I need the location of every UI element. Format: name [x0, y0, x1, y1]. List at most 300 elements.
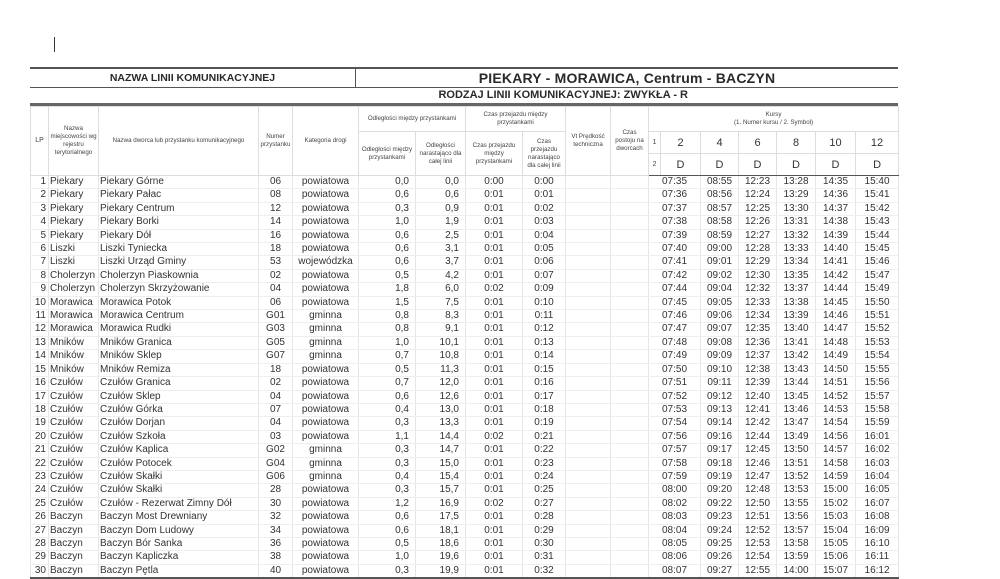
road-category: wojewódzka [293, 256, 359, 269]
road-category: powiatowa [293, 537, 359, 550]
time-cumulative: 0:17 [523, 390, 566, 403]
stop-number: G05 [259, 336, 293, 349]
departure-time: 07:58 [649, 457, 701, 470]
distance-between: 0,6 [359, 189, 416, 202]
table-row [31, 444, 899, 457]
departure-time: 14:00 [777, 564, 816, 578]
locality: Czułów [49, 417, 99, 430]
time-cumulative: 0:19 [523, 417, 566, 430]
stop-number: G04 [259, 457, 293, 470]
departure-time: 08:57 [701, 202, 739, 215]
stop-name: Piekary Borki [99, 216, 259, 229]
departure-time: 14:49 [816, 350, 856, 363]
table-row [31, 497, 899, 510]
time-cumulative: 0:27 [523, 497, 566, 510]
departure-time: 15:43 [856, 216, 899, 229]
stop-index: 5 [31, 229, 49, 242]
stop-time [611, 390, 649, 403]
departure-time: 14:39 [816, 229, 856, 242]
departure-time: 14:45 [816, 296, 856, 309]
distance-cumulative: 15,0 [416, 457, 466, 470]
road-category: powiatowa [293, 269, 359, 282]
table-row [31, 176, 899, 189]
timetable [30, 106, 899, 579]
table-row [31, 377, 899, 390]
road-category: powiatowa [293, 551, 359, 564]
stop-index: 27 [31, 524, 49, 537]
time-cumulative: 0:21 [523, 430, 566, 443]
time-between: 0:01 [466, 537, 523, 550]
course-symbol-row-label: 2 [649, 154, 661, 176]
stop-number: G02 [259, 444, 293, 457]
departure-time: 12:34 [739, 310, 777, 323]
departure-time: 15:07 [816, 564, 856, 578]
departure-time: 12:50 [739, 497, 777, 510]
col-time-cumulative: Czas przejazdu narastająco dla całej linii [523, 132, 566, 176]
departure-time: 15:04 [816, 524, 856, 537]
departure-time: 14:50 [816, 363, 856, 376]
table-row [31, 390, 899, 403]
time-cumulative: 0:03 [523, 216, 566, 229]
departure-time: 13:44 [777, 377, 816, 390]
departure-time: 16:05 [856, 484, 899, 497]
time-between: 0:01 [466, 310, 523, 323]
stop-time [611, 229, 649, 242]
stop-number: 38 [259, 551, 293, 564]
road-category: gminna [293, 470, 359, 483]
speed [566, 524, 611, 537]
stop-name: Czułów Potocek [99, 457, 259, 470]
distance-cumulative: 12,0 [416, 377, 466, 390]
stop-name: Czułów Szkoła [99, 430, 259, 443]
speed [566, 229, 611, 242]
time-cumulative: 0:25 [523, 484, 566, 497]
stop-name: Piekary Centrum [99, 202, 259, 215]
course-number: 8 [777, 132, 816, 154]
table-row [31, 511, 899, 524]
departure-time: 15:44 [856, 229, 899, 242]
speed [566, 403, 611, 416]
stop-name: Czułów Dorjan [99, 417, 259, 430]
departure-time: 09:20 [701, 484, 739, 497]
road-category: powiatowa [293, 484, 359, 497]
departure-time: 08:58 [701, 216, 739, 229]
course-symbol: D [777, 154, 816, 176]
departure-time: 08:02 [649, 497, 701, 510]
stop-index: 19 [31, 417, 49, 430]
departure-time: 15:47 [856, 269, 899, 282]
departure-time: 14:56 [816, 430, 856, 443]
departure-time: 14:38 [816, 216, 856, 229]
stop-time [611, 484, 649, 497]
time-cumulative: 0:09 [523, 283, 566, 296]
distance-between: 1,8 [359, 283, 416, 296]
table-row [31, 296, 899, 309]
line-name-row [30, 67, 898, 88]
departure-time: 15:03 [816, 511, 856, 524]
stop-name: Czułów Granica [99, 377, 259, 390]
departure-time: 07:37 [649, 202, 701, 215]
departure-time: 07:44 [649, 283, 701, 296]
departure-time: 09:10 [701, 363, 739, 376]
stop-name: Piekary Pałac [99, 189, 259, 202]
time-cumulative: 0:24 [523, 470, 566, 483]
time-between: 0:01 [466, 256, 523, 269]
departure-time: 14:58 [816, 457, 856, 470]
departure-time: 12:38 [739, 363, 777, 376]
road-category: gminna [293, 323, 359, 336]
speed [566, 457, 611, 470]
distance-between: 0,0 [359, 176, 416, 189]
departure-time: 12:52 [739, 524, 777, 537]
col-stop-time: Czas postoju na dworcach [611, 107, 649, 176]
departure-time: 12:30 [739, 269, 777, 282]
distance-cumulative: 1,9 [416, 216, 466, 229]
stop-index: 29 [31, 551, 49, 564]
stop-number: 16 [259, 229, 293, 242]
departure-time: 07:53 [649, 403, 701, 416]
time-between: 0:01 [466, 189, 523, 202]
departure-time: 12:48 [739, 484, 777, 497]
time-cumulative: 0:31 [523, 551, 566, 564]
speed [566, 430, 611, 443]
table-row [31, 403, 899, 416]
departure-time: 13:37 [777, 283, 816, 296]
speed [566, 537, 611, 550]
stop-number: 08 [259, 189, 293, 202]
stop-time [611, 444, 649, 457]
table-row [31, 470, 899, 483]
departure-time: 14:59 [816, 470, 856, 483]
speed [566, 363, 611, 376]
time-between: 0:01 [466, 457, 523, 470]
departure-time: 09:25 [701, 537, 739, 550]
departure-time: 09:24 [701, 524, 739, 537]
distance-cumulative: 17,5 [416, 511, 466, 524]
road-category: powiatowa [293, 202, 359, 215]
distance-cumulative: 19,9 [416, 564, 466, 578]
speed [566, 511, 611, 524]
departure-time: 14:35 [816, 176, 856, 189]
departure-time: 09:23 [701, 511, 739, 524]
table-row [31, 524, 899, 537]
departure-time: 08:55 [701, 176, 739, 189]
departure-time: 12:24 [739, 189, 777, 202]
stop-index: 18 [31, 403, 49, 416]
distance-cumulative: 9,1 [416, 323, 466, 336]
departure-time: 15:40 [856, 176, 899, 189]
time-between: 0:01 [466, 243, 523, 256]
table-row [31, 350, 899, 363]
distance-cumulative: 14,7 [416, 444, 466, 457]
stop-number: 04 [259, 390, 293, 403]
stop-time [611, 243, 649, 256]
course-number-row-label: 1 [649, 132, 661, 154]
stop-number: G01 [259, 310, 293, 323]
departure-time: 09:05 [701, 296, 739, 309]
speed [566, 564, 611, 578]
road-category: powiatowa [293, 377, 359, 390]
distance-cumulative: 4,2 [416, 269, 466, 282]
stop-index: 25 [31, 497, 49, 510]
locality: Cholerzyn [49, 269, 99, 282]
time-between: 0:01 [466, 390, 523, 403]
time-cumulative: 0:32 [523, 564, 566, 578]
stop-number: G07 [259, 350, 293, 363]
distance-cumulative: 10,8 [416, 350, 466, 363]
distance-cumulative: 13,3 [416, 417, 466, 430]
departure-time: 16:09 [856, 524, 899, 537]
departure-time: 13:45 [777, 390, 816, 403]
time-between: 0:02 [466, 430, 523, 443]
departure-time: 13:52 [777, 470, 816, 483]
stop-index: 1 [31, 176, 49, 189]
time-cumulative: 0:07 [523, 269, 566, 282]
stop-number: 14 [259, 216, 293, 229]
locality: Baczyn [49, 537, 99, 550]
road-category: gminna [293, 350, 359, 363]
stop-time [611, 551, 649, 564]
stop-index: 21 [31, 444, 49, 457]
time-between: 0:01 [466, 229, 523, 242]
distance-cumulative: 16,9 [416, 497, 466, 510]
departure-time: 07:42 [649, 269, 701, 282]
distance-between: 1,0 [359, 336, 416, 349]
departure-time: 15:49 [856, 283, 899, 296]
distance-cumulative: 18,6 [416, 537, 466, 550]
distance-cumulative: 0,6 [416, 189, 466, 202]
stop-index: 9 [31, 283, 49, 296]
departure-time: 09:27 [701, 564, 739, 578]
time-cumulative: 0:02 [523, 202, 566, 215]
col-stop-number: Numer przystanku [259, 107, 293, 176]
locality: Czułów [49, 377, 99, 390]
table-row [31, 229, 899, 242]
distance-cumulative: 13,0 [416, 403, 466, 416]
distance-between: 0,6 [359, 243, 416, 256]
stop-time [611, 403, 649, 416]
speed [566, 350, 611, 363]
departure-time: 09:17 [701, 444, 739, 457]
departure-time: 07:50 [649, 363, 701, 376]
locality: Mników [49, 336, 99, 349]
departure-time: 13:29 [777, 189, 816, 202]
departure-time: 15:53 [856, 336, 899, 349]
time-cumulative: 0:16 [523, 377, 566, 390]
locality: Mników [49, 350, 99, 363]
road-category: powiatowa [293, 243, 359, 256]
departure-time: 07:40 [649, 243, 701, 256]
speed [566, 269, 611, 282]
road-category: powiatowa [293, 403, 359, 416]
speed [566, 323, 611, 336]
departure-time: 12:46 [739, 457, 777, 470]
departure-time: 16:03 [856, 457, 899, 470]
distance-cumulative: 14,4 [416, 430, 466, 443]
speed [566, 497, 611, 510]
departure-time: 12:42 [739, 417, 777, 430]
stop-index: 26 [31, 511, 49, 524]
distance-cumulative: 6,0 [416, 283, 466, 296]
departure-time: 09:07 [701, 323, 739, 336]
departure-time: 13:43 [777, 363, 816, 376]
departure-time: 12:33 [739, 296, 777, 309]
departure-time: 12:27 [739, 229, 777, 242]
distance-cumulative: 8,3 [416, 310, 466, 323]
departure-time: 12:28 [739, 243, 777, 256]
stop-index: 15 [31, 363, 49, 376]
stop-name: Czułów Skałki [99, 484, 259, 497]
timetable-body [31, 176, 899, 579]
course-number: 2 [661, 132, 701, 154]
stop-name: Piekary Górne [99, 176, 259, 189]
locality: Piekary [49, 176, 99, 189]
stop-time [611, 350, 649, 363]
time-cumulative: 0:30 [523, 537, 566, 550]
distance-cumulative: 18,1 [416, 524, 466, 537]
departure-time: 09:11 [701, 377, 739, 390]
departure-time: 14:53 [816, 403, 856, 416]
stop-number: G06 [259, 470, 293, 483]
speed [566, 202, 611, 215]
stop-name: Cholerzyn Skrzyżowanie [99, 283, 259, 296]
departure-time: 12:32 [739, 283, 777, 296]
departure-time: 08:03 [649, 511, 701, 524]
road-category: gminna [293, 457, 359, 470]
table-row [31, 430, 899, 443]
departure-time: 15:06 [816, 551, 856, 564]
departure-time: 15:46 [856, 256, 899, 269]
time-cumulative: 0:11 [523, 310, 566, 323]
time-between: 0:01 [466, 484, 523, 497]
distance-cumulative: 19,6 [416, 551, 466, 564]
road-category: powiatowa [293, 430, 359, 443]
locality: Morawica [49, 296, 99, 309]
stop-name: Mników Remiza [99, 363, 259, 376]
departure-time: 14:44 [816, 283, 856, 296]
col-speed: Vt Prędkość techniczna [566, 107, 611, 176]
stop-time [611, 470, 649, 483]
road-category: powiatowa [293, 417, 359, 430]
stop-name: Baczyn Bór Sanka [99, 537, 259, 550]
distance-between: 0,3 [359, 564, 416, 578]
courses-title: Kursy [765, 111, 782, 118]
course-symbol: D [661, 154, 701, 176]
departure-time: 08:59 [701, 229, 739, 242]
departure-time: 07:57 [649, 444, 701, 457]
speed [566, 417, 611, 430]
stop-time [611, 511, 649, 524]
road-category: gminna [293, 310, 359, 323]
road-category: powiatowa [293, 511, 359, 524]
departure-time: 07:56 [649, 430, 701, 443]
departure-time: 13:33 [777, 243, 816, 256]
road-category: powiatowa [293, 390, 359, 403]
distance-cumulative: 0,9 [416, 202, 466, 215]
stop-time [611, 524, 649, 537]
departure-time: 08:00 [649, 484, 701, 497]
departure-time: 12:47 [739, 470, 777, 483]
speed [566, 283, 611, 296]
departure-time: 09:12 [701, 390, 739, 403]
stop-name: Czułów Sklep [99, 390, 259, 403]
road-category: powiatowa [293, 296, 359, 309]
time-between: 0:01 [466, 524, 523, 537]
time-between: 0:01 [466, 216, 523, 229]
departure-time: 16:10 [856, 537, 899, 550]
time-cumulative: 0:10 [523, 296, 566, 309]
departure-time: 14:47 [816, 323, 856, 336]
departure-time: 09:08 [701, 336, 739, 349]
departure-time: 15:02 [816, 497, 856, 510]
table-row [31, 283, 899, 296]
distance-cumulative: 7,5 [416, 296, 466, 309]
road-category: powiatowa [293, 229, 359, 242]
stop-index: 22 [31, 457, 49, 470]
stop-index: 3 [31, 202, 49, 215]
departure-time: 07:51 [649, 377, 701, 390]
road-category: gminna [293, 444, 359, 457]
departure-time: 12:55 [739, 564, 777, 578]
stop-index: 30 [31, 564, 49, 578]
stop-index: 17 [31, 390, 49, 403]
course-number: 6 [739, 132, 777, 154]
time-cumulative: 0:28 [523, 511, 566, 524]
departure-time: 14:36 [816, 189, 856, 202]
time-cumulative: 0:12 [523, 323, 566, 336]
stop-index: 11 [31, 310, 49, 323]
time-between: 0:01 [466, 470, 523, 483]
course-symbol: D [739, 154, 777, 176]
distance-between: 0,7 [359, 350, 416, 363]
distance-between: 1,5 [359, 296, 416, 309]
departure-time: 14:54 [816, 417, 856, 430]
departure-time: 15:42 [856, 202, 899, 215]
departure-time: 12:26 [739, 216, 777, 229]
table-row [31, 551, 899, 564]
stop-name: Liszki Urząd Gminy [99, 256, 259, 269]
distance-cumulative: 3,1 [416, 243, 466, 256]
departure-time: 12:51 [739, 511, 777, 524]
distance-between: 0,3 [359, 484, 416, 497]
departure-time: 07:48 [649, 336, 701, 349]
departure-time: 12:44 [739, 430, 777, 443]
stop-number: 02 [259, 269, 293, 282]
distance-cumulative: 3,7 [416, 256, 466, 269]
time-cumulative: 0:18 [523, 403, 566, 416]
time-between: 0:01 [466, 336, 523, 349]
text-cursor [54, 37, 55, 52]
departure-time: 07:59 [649, 470, 701, 483]
departure-time: 09:14 [701, 417, 739, 430]
stop-time [611, 176, 649, 189]
speed [566, 216, 611, 229]
time-cumulative: 0:14 [523, 350, 566, 363]
stop-name: Czułów Kaplica [99, 444, 259, 457]
stop-name: Czułów - Rezerwat Zimny Dół [99, 497, 259, 510]
course-number: 4 [701, 132, 739, 154]
locality: Morawica [49, 323, 99, 336]
stop-time [611, 189, 649, 202]
speed [566, 377, 611, 390]
col-road-category: Kategoria drogi [293, 107, 359, 176]
departure-time: 07:39 [649, 229, 701, 242]
departure-time: 09:19 [701, 470, 739, 483]
time-cumulative: 0:29 [523, 524, 566, 537]
stop-number: 36 [259, 537, 293, 550]
col-time-group: Czas przejazdu między przystankami [466, 107, 566, 132]
departure-time: 15:59 [856, 417, 899, 430]
